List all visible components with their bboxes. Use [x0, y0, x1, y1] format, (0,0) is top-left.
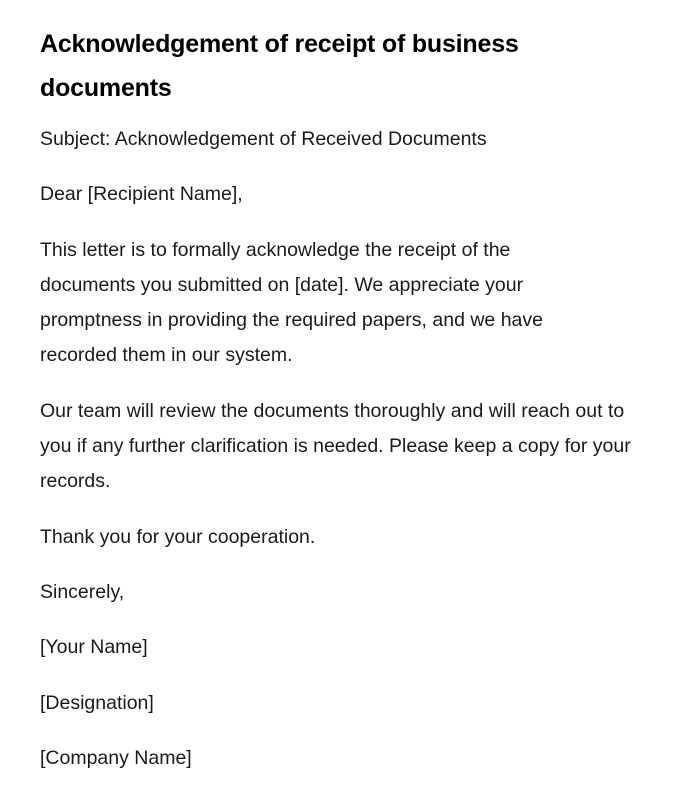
signature-designation: [Designation]: [40, 691, 154, 714]
salutation: Dear [Recipient Name],: [40, 183, 243, 206]
subject-line: Subject: Acknowledgement of Received Documents: [40, 128, 487, 150]
body-paragraph-3: Thank you for your cooperation.: [40, 525, 316, 548]
closing: Sincerely,: [40, 580, 125, 603]
signature-company: [Company Name]: [40, 746, 192, 769]
body-paragraph-2: Our team will review the documents thoroughly and will reach out to you if any further clarification is needed. Please keep a copy for your records.: [40, 399, 631, 493]
body-paragraph-1: This letter is to formally acknowledge the receipt of the documents you submitted on [date]. We appreciate your promptness in providing the required papers, and we have recorded them in our system.: [40, 238, 543, 367]
document-title: Acknowledgement of receipt of business documents: [40, 30, 519, 102]
signature-name: [Your Name]: [40, 636, 148, 659]
